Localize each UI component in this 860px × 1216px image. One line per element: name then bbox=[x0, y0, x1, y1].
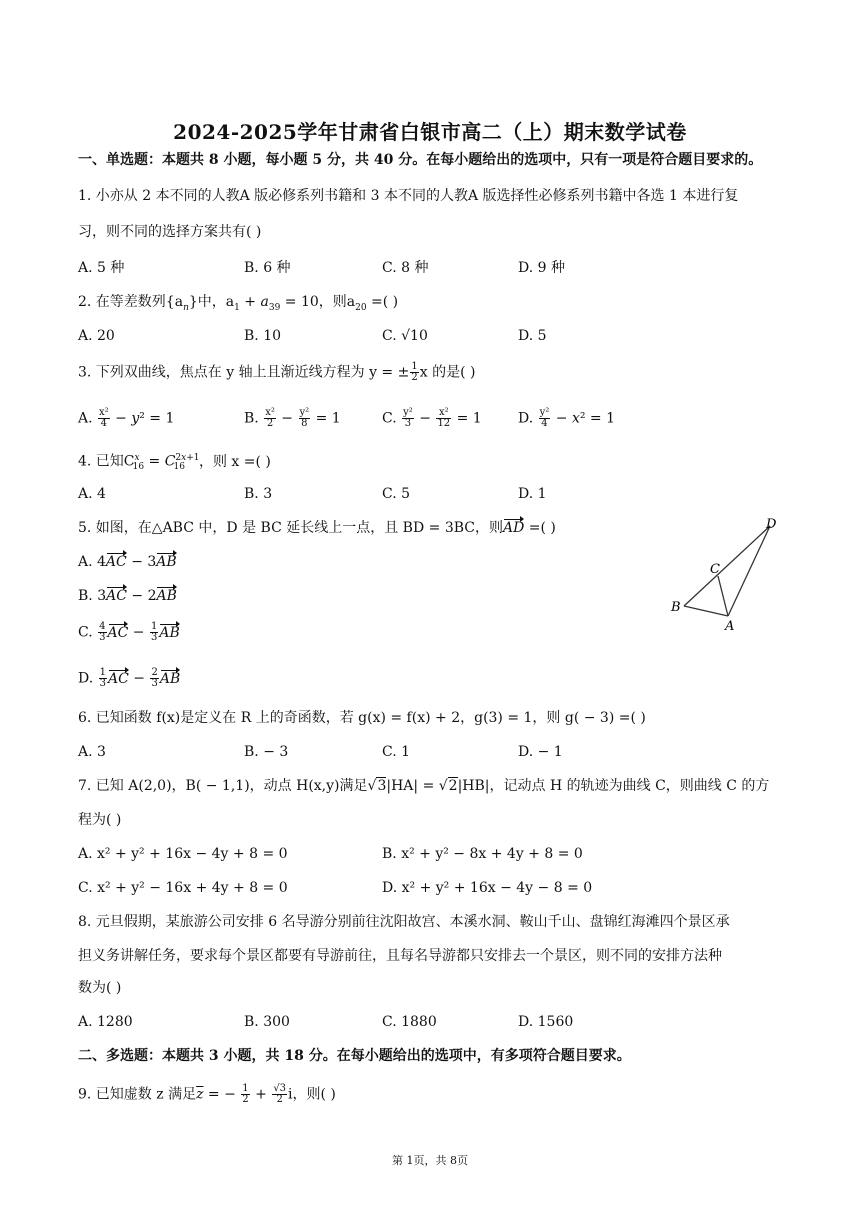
q8-option-c: C. 1880 bbox=[382, 1014, 437, 1030]
q4-stem: 4. 已知$C^x_{16} = C^{2x+1}_{16}$ ，则 x =( ) bbox=[78, 453, 271, 473]
q5-option-b: B. 3AC − 2AB bbox=[78, 588, 177, 604]
q2-option-d: D. 5 bbox=[518, 328, 547, 344]
q4-option-a: A. 4 bbox=[78, 486, 106, 502]
q4-option-c: C. 5 bbox=[382, 486, 411, 502]
q5-option-c: C. $\frac{4}{3}$ AC − $\frac{1}{3}$ AB bbox=[78, 621, 180, 643]
q6-option-b: B. − 3 bbox=[244, 744, 289, 760]
q2-option-a: A. 20 bbox=[78, 328, 115, 344]
q7-option-a: A. x² + y² + 16x − 4y + 8 = 0 bbox=[78, 846, 288, 862]
q7-option-b: B. x² + y² − 8x + 4y + 8 = 0 bbox=[382, 846, 583, 862]
q1-option-d: D. 9 种 bbox=[518, 260, 565, 276]
q6-option-d: D. − 1 bbox=[518, 744, 563, 760]
page-footer: 第 1页，共 8页 bbox=[392, 1154, 468, 1167]
q1-stem-line2: 习，则不同的选择方案共有( ) bbox=[78, 224, 262, 240]
q8-option-d: D. 1560 bbox=[518, 1014, 574, 1030]
point-d-label: D bbox=[766, 517, 777, 532]
q2-stem: 2. 在等差数列$\{a_n\}$中，$a_1 + a_{39} = 10$，则$a_{20}$ =( ) bbox=[78, 294, 399, 313]
q3-stem: 3. 下列双曲线，焦点在 y 轴上且渐近线方程为 y = ± $\frac{1}{2}$ x 的是( ) bbox=[78, 361, 476, 383]
q8-option-b: B. 300 bbox=[244, 1014, 290, 1030]
q6-option-a: A. 3 bbox=[78, 744, 106, 760]
q7-option-c: C. x² + y² − 16x + 4y + 8 = 0 bbox=[78, 880, 288, 896]
q3-option-b: B. $\frac{\text{x²}}{2}$ − $\frac{\text{y²}}{8}$ = 1 bbox=[244, 407, 341, 429]
q5-stem: 5. 如图，在△ABC 中，D 是 BC 延长线上一点，且 BD = 3BC，则AD =( ) bbox=[78, 520, 556, 536]
q1-option-b: B. 6 种 bbox=[244, 260, 291, 276]
q9-stem: 9. 已知虚数 z 满足$\overline{z}$ = − $\frac{1}{2}$ + $\frac{√3}{2}$ i，则( ) bbox=[78, 1083, 336, 1105]
page-title: 2024-2025学年甘肃省白银市高二（上）期末数学试卷 bbox=[173, 120, 687, 144]
q1-option-a: A. 5 种 bbox=[78, 260, 125, 276]
q3-option-c: C. $\frac{\text{y²}}{3}$ − $\frac{\text{x²}}{12}$ = 1 bbox=[382, 407, 482, 429]
q3-option-d: D. $\frac{\text{y²}}{4}$ − x² = 1 bbox=[518, 407, 616, 429]
q3-option-a: A. $\frac{\text{x²}}{4}$ − y² = 1 bbox=[78, 407, 175, 429]
section-1-heading: 一、单选题：本题共 8 小题，每小题 5 分，共 40 分。在每小题给出的选项中，只有一项是符合题目要求的。 bbox=[78, 152, 763, 168]
q6-stem: 6. 已知函数 f(x)是定义在 R 上的奇函数，若 g(x) = f(x) + 2，g(3) = 1，则 g( − 3) =( ) bbox=[78, 710, 646, 726]
q8-option-a: A. 1280 bbox=[78, 1014, 133, 1030]
section-2-heading: 二、多选题：本题共 3 小题，共 18 分。在每小题给出的选项中，有多项符合题目要求。 bbox=[78, 1048, 631, 1064]
q8-stem-line1: 8. 元旦假期，某旅游公司安排 6 名导游分别前往沈阳故宫、本溪水洞、鞍山千山、盘锦红海滩四个景区承 bbox=[78, 914, 730, 930]
point-a-label: A bbox=[725, 619, 735, 634]
q5-option-d: D. $\frac{1}{3}$ AC − $\frac{2}{3}$ AB bbox=[78, 667, 181, 689]
q1-option-c: C. 8 种 bbox=[382, 260, 429, 276]
point-b-label: B bbox=[671, 600, 681, 615]
q8-stem-line3: 数为( ) bbox=[78, 980, 122, 996]
q6-option-c: C. 1 bbox=[382, 744, 411, 760]
q2-option-b: B. 10 bbox=[244, 328, 282, 344]
point-c-label: C bbox=[710, 562, 720, 577]
triangle-figure bbox=[668, 510, 788, 635]
q4-option-d: D. 1 bbox=[518, 486, 547, 502]
q7-stem-line1: 7. 已知 A(2,0)，B( − 1,1)，动点 H(x,y)满足√3|HA| = √2|HB|，记动点 H 的轨迹为曲线 C，则曲线 C 的方 bbox=[78, 778, 770, 794]
q7-option-d: D. x² + y² + 16x − 4y − 8 = 0 bbox=[382, 880, 593, 896]
q8-stem-line2: 担义务讲解任务，要求每个景区都要有导游前往，且每名导游都只安排去一个景区，则不同的安排方法种 bbox=[78, 948, 722, 964]
q1-stem-line1: 1. 小亦从 2 本不同的人教A 版必修系列书籍和 3 本不同的人教A 版选择性必修系列书籍中各选 1 本进行复 bbox=[78, 188, 739, 204]
q2-option-c: C. √10 bbox=[382, 328, 428, 344]
q7-stem-line2: 程为( ) bbox=[78, 812, 122, 828]
q5-option-a: A. 4AC − 3AB bbox=[78, 554, 177, 570]
q4-option-b: B. 3 bbox=[244, 486, 273, 502]
